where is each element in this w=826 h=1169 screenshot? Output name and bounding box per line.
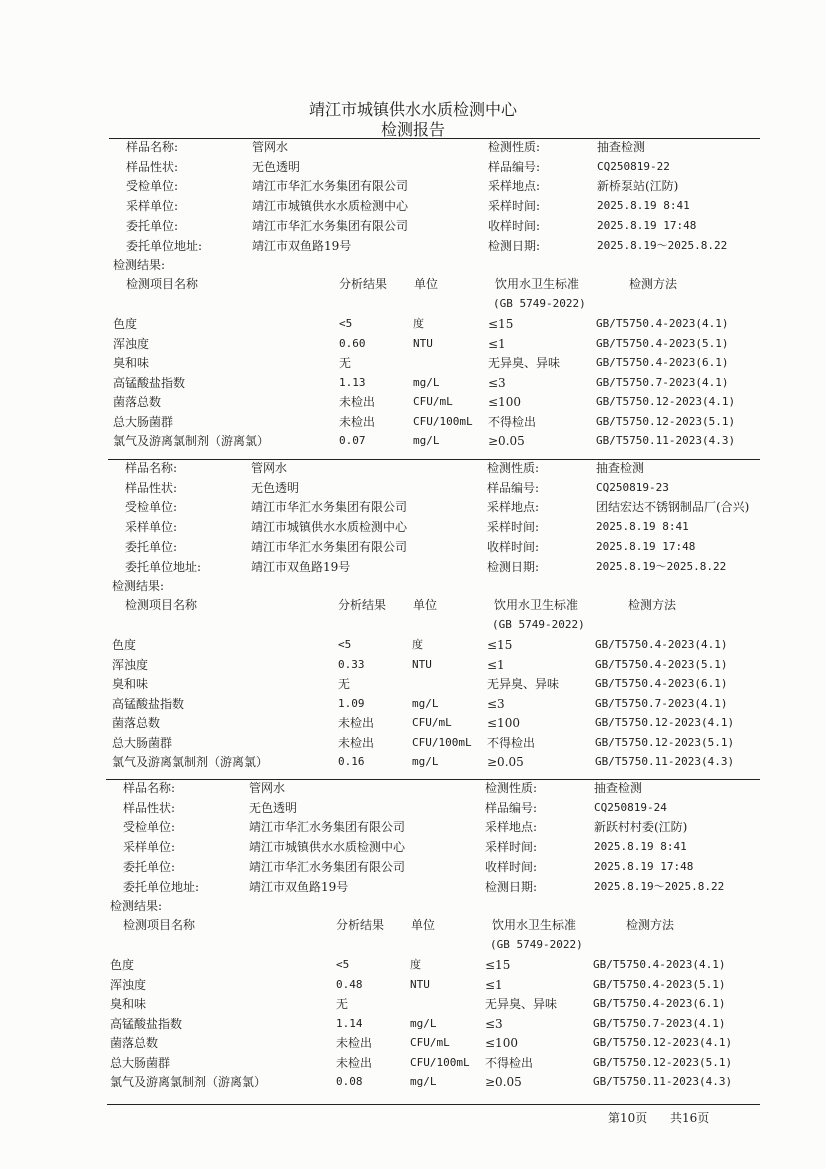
result-unit: mg/L	[412, 755, 439, 768]
field-value-sampling-unit: 靖江市城镇供水水质检测中心	[251, 520, 408, 535]
result-item-name: 总大肠菌群	[112, 735, 173, 750]
result-method: GB/T5750.4-2023(4.1)	[595, 638, 728, 651]
field-value-sampling-unit: 靖江市城镇供水水质检测中心	[252, 199, 409, 214]
result-method: GB/T5750.12-2023(4.1)	[593, 1036, 733, 1049]
field-label-sampling-time: 采样时间:	[487, 520, 540, 535]
field-value-sampling-place: 团结宏达不锈钢制品厂(合兴)	[596, 500, 750, 515]
result-standard: ≥0.05	[487, 755, 524, 769]
field-label-sample-no: 样品编号:	[487, 480, 540, 495]
field-label-sampling-place: 采样地点:	[487, 500, 540, 515]
field-label-sampling-place: 采样地点:	[488, 179, 541, 194]
result-method: GB/T5750.4-2023(6.1)	[596, 356, 729, 369]
result-method: GB/T5750.12-2023(5.1)	[593, 1055, 733, 1069]
result-item-name: 臭和味	[113, 356, 150, 370]
field-label-sample-name: 样品名称:	[123, 781, 176, 795]
result-value: 无	[338, 677, 351, 691]
field-label-sample-name: 样品名称:	[125, 461, 178, 475]
result-item-name: 浑浊度	[110, 977, 147, 992]
result-method: GB/T5750.12-2023(5.1)	[596, 414, 736, 428]
result-value: 未检出	[339, 414, 376, 429]
field-label-sampling-unit: 采样单位:	[125, 520, 178, 535]
result-value: 1.09	[338, 696, 365, 710]
result-standard: 不得检出	[485, 1055, 534, 1070]
field-label-sample-state: 样品性状:	[126, 159, 179, 174]
field-value-sample-no: CQ250819-23	[596, 480, 669, 494]
field-label-sample-no: 样品编号:	[488, 159, 541, 174]
result-unit: NTU	[410, 977, 430, 991]
col-header-method: 检测方法	[629, 277, 678, 291]
result-value: 0.60	[339, 336, 366, 350]
field-label-sample-name: 样品名称:	[126, 140, 179, 154]
field-label-test-nature: 检测性质:	[487, 461, 540, 475]
results-heading: 检测结果:	[112, 579, 165, 593]
result-value: 无	[339, 356, 352, 370]
report-title: 检测报告	[380, 120, 445, 139]
field-label-inspected-unit: 受检单位:	[125, 500, 178, 515]
field-value-sampling-time: 2025.8.19 8:41	[596, 520, 689, 534]
result-value: 未检出	[336, 1055, 373, 1070]
result-item-name: 浑浊度	[112, 657, 149, 672]
col-header-unit: 单位	[414, 277, 439, 291]
result-item-name: 色度	[113, 317, 138, 331]
col-header-standard-code: (GB 5749-2022)	[493, 297, 586, 310]
result-standard: 不得检出	[487, 735, 536, 750]
result-method: GB/T5750.12-2023(4.1)	[596, 395, 736, 408]
field-value-client-unit: 靖江市华汇水务集团有限公司	[252, 218, 409, 233]
result-item-name: 总大肠菌群	[110, 1055, 171, 1070]
section-divider	[106, 779, 760, 780]
result-standard: ≤1	[487, 657, 505, 672]
result-method: GB/T5750.4-2023(6.1)	[593, 997, 726, 1010]
result-value: 未检出	[336, 1036, 373, 1050]
result-value: 无	[336, 997, 349, 1011]
result-unit: CFU/100mL	[413, 414, 473, 428]
field-value-sample-state: 无色透明	[249, 800, 298, 815]
col-header-standard-code: (GB 5749-2022)	[490, 938, 583, 951]
result-standard: ≤15	[487, 638, 513, 652]
section-divider-bottom	[107, 1104, 760, 1105]
result-unit: CFU/mL	[413, 395, 453, 408]
col-header-method: 检测方法	[626, 918, 675, 932]
field-label-test-nature: 检测性质:	[488, 140, 541, 154]
result-method: GB/T5750.7-2023(4.1)	[593, 1016, 726, 1030]
result-unit: CFU/mL	[410, 1036, 450, 1049]
col-header-standard: 饮用水卫生标准	[494, 598, 579, 612]
field-label-test-date: 检测日期:	[488, 238, 541, 253]
field-value-sampling-time: 2025.8.19 8:41	[594, 840, 687, 854]
field-value-sampling-place: 新桥泵站(江防)	[597, 179, 679, 194]
field-value-client-address: 靖江市双鱼路19号	[249, 879, 349, 894]
result-unit: mg/L	[410, 1075, 437, 1088]
field-value-receive-time: 2025.8.19 17:48	[596, 539, 696, 553]
field-label-client-unit: 委托单位:	[123, 859, 176, 874]
col-header-method: 检测方法	[628, 598, 677, 612]
result-value: 1.14	[336, 1016, 363, 1030]
field-value-client-address: 靖江市双鱼路19号	[252, 238, 352, 253]
field-value-sample-no: CQ250819-24	[594, 800, 667, 814]
result-method: GB/T5750.7-2023(4.1)	[595, 696, 728, 710]
field-value-inspected-unit: 靖江市华汇水务集团有限公司	[251, 500, 408, 515]
result-standard: ≤1	[488, 336, 506, 351]
result-unit: NTU	[413, 336, 433, 350]
report-org-title: 靖江市城镇供水水质检测中心	[308, 100, 517, 119]
result-standard: ≤100	[485, 1036, 518, 1050]
field-label-sampling-unit: 采样单位:	[123, 840, 176, 855]
col-header-result: 分析结果	[338, 598, 387, 612]
result-value: 0.16	[338, 755, 365, 768]
col-header-unit: 单位	[413, 598, 438, 612]
field-label-client-address: 委托单位地址:	[123, 879, 200, 894]
result-item-name: 色度	[110, 958, 135, 972]
field-value-receive-time: 2025.8.19 17:48	[594, 859, 694, 873]
page-total: 共16页	[670, 1111, 710, 1125]
col-header-item: 检测项目名称	[126, 277, 199, 291]
field-value-sample-name: 管网水	[251, 461, 288, 475]
result-value: <5	[339, 317, 353, 330]
result-item-name: 高锰酸盐指数	[110, 1016, 183, 1031]
result-item-name: 高锰酸盐指数	[112, 696, 185, 711]
result-item-name: 氯气及游离氯制剂（游离氯）	[113, 434, 270, 448]
result-item-name: 浑浊度	[113, 336, 150, 351]
result-item-name: 氯气及游离氯制剂（游离氯）	[112, 755, 269, 769]
result-standard: ≤3	[485, 1016, 503, 1031]
result-method: GB/T5750.4-2023(4.1)	[593, 958, 726, 971]
field-label-client-unit: 委托单位:	[126, 218, 179, 233]
field-label-test-date: 检测日期:	[487, 559, 540, 574]
result-unit: mg/L	[413, 375, 440, 389]
field-value-receive-time: 2025.8.19 17:48	[597, 218, 697, 232]
field-value-test-date: 2025.8.19～2025.8.22	[594, 879, 725, 893]
field-value-inspected-unit: 靖江市华汇水务集团有限公司	[249, 820, 406, 835]
col-header-standard: 饮用水卫生标准	[492, 918, 577, 932]
field-label-sample-state: 样品性状:	[123, 800, 176, 815]
result-standard: 无异臭、异味	[485, 997, 558, 1011]
field-value-sampling-time: 2025.8.19 8:41	[597, 199, 690, 213]
result-standard: ≤1	[485, 977, 503, 992]
result-item-name: 氯气及游离氯制剂（游离氯）	[110, 1075, 267, 1089]
field-label-receive-time: 收样时间:	[485, 859, 538, 874]
col-header-unit: 单位	[411, 918, 436, 932]
field-label-client-address: 委托单位地址:	[125, 559, 202, 574]
result-unit: CFU/100mL	[410, 1055, 470, 1069]
col-header-result: 分析结果	[336, 918, 385, 932]
result-method: GB/T5750.4-2023(4.1)	[596, 317, 729, 330]
field-label-sampling-place: 采样地点:	[485, 820, 538, 835]
section-divider	[109, 138, 760, 139]
result-method: GB/T5750.12-2023(4.1)	[595, 716, 735, 729]
field-label-inspected-unit: 受检单位:	[126, 179, 179, 194]
result-value: 0.07	[339, 434, 366, 447]
field-label-sample-no: 样品编号:	[485, 800, 538, 815]
result-item-name: 臭和味	[112, 677, 149, 691]
result-unit: 度	[410, 958, 421, 971]
field-value-inspected-unit: 靖江市华汇水务集团有限公司	[252, 179, 409, 194]
field-label-sampling-time: 采样时间:	[488, 199, 541, 214]
field-value-sample-name: 管网水	[249, 781, 286, 795]
result-standard: 无异臭、异味	[487, 677, 560, 691]
field-value-sample-state: 无色透明	[251, 480, 300, 495]
result-item-name: 菌落总数	[110, 1036, 159, 1050]
field-label-sampling-unit: 采样单位:	[126, 199, 179, 214]
page-number: 第10页	[608, 1111, 648, 1125]
field-value-test-date: 2025.8.19～2025.8.22	[597, 238, 728, 252]
result-standard: ≤15	[488, 317, 514, 331]
results-heading: 检测结果:	[113, 258, 166, 272]
result-unit: mg/L	[410, 1016, 437, 1030]
result-unit: mg/L	[413, 434, 440, 447]
col-header-standard-code: (GB 5749-2022)	[492, 618, 585, 631]
result-value: <5	[338, 638, 352, 651]
result-value: 未检出	[338, 735, 375, 750]
result-method: GB/T5750.4-2023(5.1)	[596, 336, 729, 350]
result-unit: NTU	[412, 657, 432, 671]
result-method: GB/T5750.11-2023(4.3)	[596, 434, 736, 447]
field-value-client-address: 靖江市双鱼路19号	[251, 559, 351, 574]
col-header-standard: 饮用水卫生标准	[495, 277, 580, 291]
field-value-sampling-unit: 靖江市城镇供水水质检测中心	[249, 840, 406, 855]
field-label-sampling-time: 采样时间:	[485, 840, 538, 855]
result-standard: ≥0.05	[488, 434, 525, 448]
result-standard: ≤3	[487, 696, 505, 711]
result-method: GB/T5750.7-2023(4.1)	[596, 375, 729, 389]
result-standard: ≤100	[488, 395, 521, 409]
result-unit: CFU/mL	[412, 716, 452, 729]
field-label-receive-time: 收样时间:	[487, 539, 540, 554]
results-heading: 检测结果:	[110, 899, 163, 913]
result-item-name: 臭和味	[110, 997, 147, 1011]
field-label-client-unit: 委托单位:	[125, 539, 178, 554]
field-label-inspected-unit: 受检单位:	[123, 820, 176, 835]
field-value-test-nature: 抽查检测	[597, 140, 646, 154]
field-value-test-date: 2025.8.19～2025.8.22	[596, 559, 727, 573]
result-item-name: 色度	[112, 638, 137, 652]
field-value-client-unit: 靖江市华汇水务集团有限公司	[249, 859, 406, 874]
result-unit: CFU/100mL	[412, 735, 472, 749]
result-value: 0.48	[336, 977, 363, 991]
field-value-sampling-place: 新跃村村委(江防)	[594, 820, 688, 835]
result-standard: ≥0.05	[485, 1075, 522, 1089]
result-method: GB/T5750.4-2023(5.1)	[595, 657, 728, 671]
result-standard: ≤100	[487, 716, 520, 730]
field-value-test-nature: 抽查检测	[596, 461, 645, 475]
field-label-receive-time: 收样时间:	[488, 218, 541, 233]
result-value: 1.13	[339, 375, 366, 389]
result-standard: ≤15	[485, 958, 511, 972]
result-standard: 无异臭、异味	[488, 356, 561, 370]
result-method: GB/T5750.11-2023(4.3)	[593, 1075, 733, 1088]
result-method: GB/T5750.4-2023(6.1)	[595, 677, 728, 690]
result-value: 0.08	[336, 1075, 363, 1088]
result-standard: ≤3	[488, 375, 506, 390]
result-value: <5	[336, 958, 350, 971]
col-header-result: 分析结果	[339, 277, 388, 291]
field-label-sample-state: 样品性状:	[125, 480, 178, 495]
field-value-test-nature: 抽查检测	[594, 781, 643, 795]
result-value: 未检出	[338, 716, 375, 730]
result-unit: 度	[412, 638, 423, 651]
result-unit: 度	[413, 317, 424, 330]
result-method: GB/T5750.4-2023(5.1)	[593, 977, 726, 991]
field-value-sample-state: 无色透明	[252, 159, 301, 174]
result-value: 未检出	[339, 395, 376, 409]
result-method: GB/T5750.11-2023(4.3)	[595, 755, 735, 768]
field-value-client-unit: 靖江市华汇水务集团有限公司	[251, 539, 408, 554]
result-value: 0.33	[338, 657, 365, 671]
field-label-test-nature: 检测性质:	[485, 781, 538, 795]
field-value-sample-name: 管网水	[252, 140, 289, 154]
result-item-name: 菌落总数	[113, 395, 162, 409]
field-value-sample-no: CQ250819-22	[597, 159, 670, 173]
result-unit: mg/L	[412, 696, 439, 710]
result-method: GB/T5750.12-2023(5.1)	[595, 735, 735, 749]
section-divider	[108, 459, 760, 460]
result-item-name: 菌落总数	[112, 716, 161, 730]
result-item-name: 总大肠菌群	[113, 414, 174, 429]
result-standard: 不得检出	[488, 414, 537, 429]
col-header-item: 检测项目名称	[125, 598, 198, 612]
field-label-test-date: 检测日期:	[485, 879, 538, 894]
col-header-item: 检测项目名称	[123, 918, 196, 932]
field-label-client-address: 委托单位地址:	[126, 238, 203, 253]
result-item-name: 高锰酸盐指数	[113, 375, 186, 390]
